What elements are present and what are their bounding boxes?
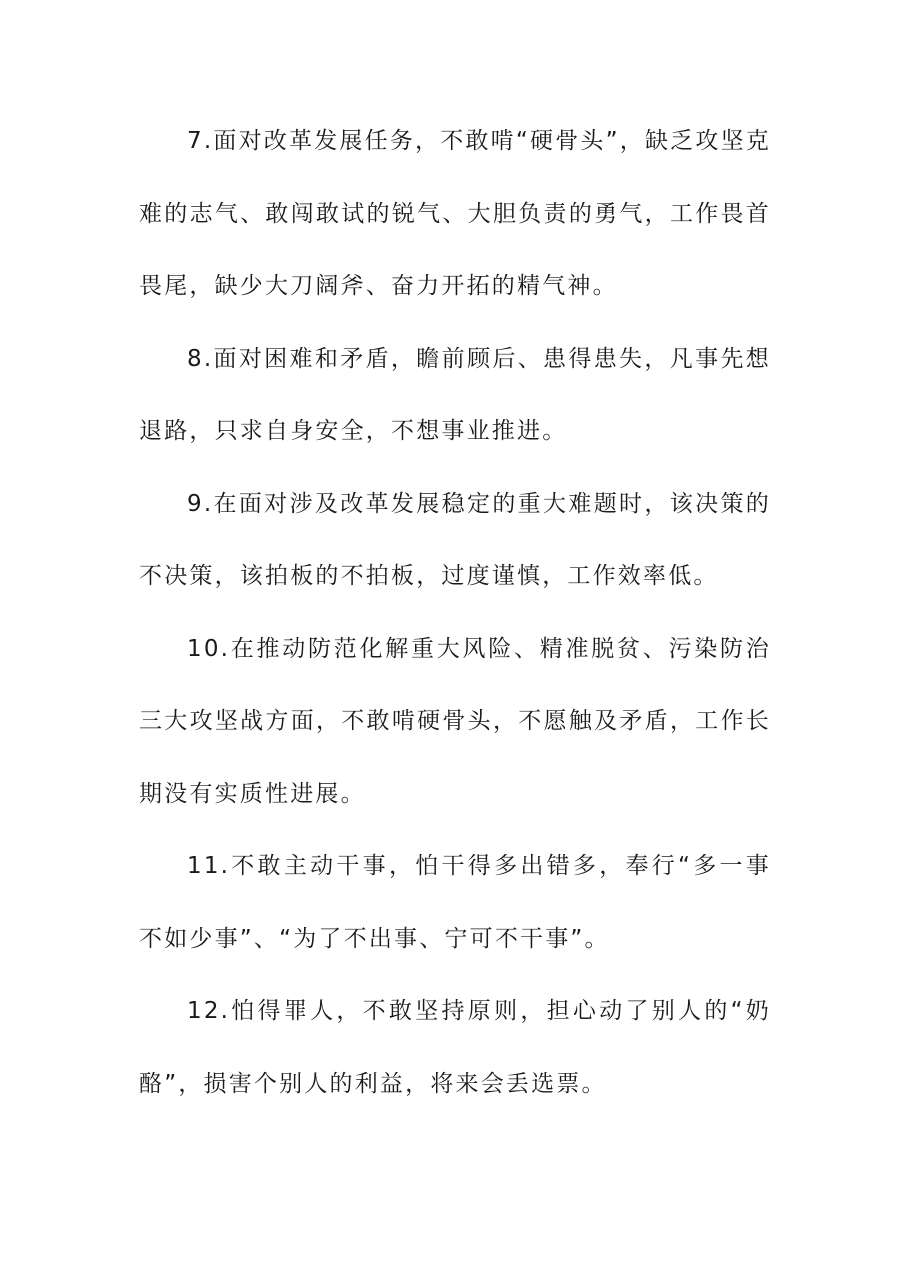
paragraph-7: 7.面对改革发展任务，不敢啃“硬骨头”，缺乏攻坚克难的志气、敢闯敢试的锐气、大胆负责的勇气，工作畏首畏尾，缺少大刀阔斧、奋力开拓的精气神。: [139, 128, 771, 299]
paragraph-12: 12.怕得罪人，不敢坚持原则，担心动了别人的“奶酪”，损害个别人的利益，将来会丢选票。: [139, 998, 771, 1097]
document-page: [139, 105, 771, 1120]
paragraph-9: 9.在面对涉及改革发展稳定的重大难题时，该决策的不决策，该拍板的不拍板，过度谨慎，工作效率低。: [139, 490, 771, 589]
paragraph-11: 11.不敢主动干事，怕干得多出错多，奉行“多一事不如少事”、“为了不出事、宁可不干事”。: [139, 853, 771, 952]
paragraph-8: 8.面对困难和矛盾，瞻前顾后、患得患失，凡事先想退路，只求自身安全，不想事业推进。: [139, 345, 771, 444]
paragraph-10: 10.在推动防范化解重大风险、精准脱贫、污染防治三大攻坚战方面，不敢啃硬骨头，不愿触及矛盾，工作长期没有实质性进展。: [139, 635, 771, 807]
